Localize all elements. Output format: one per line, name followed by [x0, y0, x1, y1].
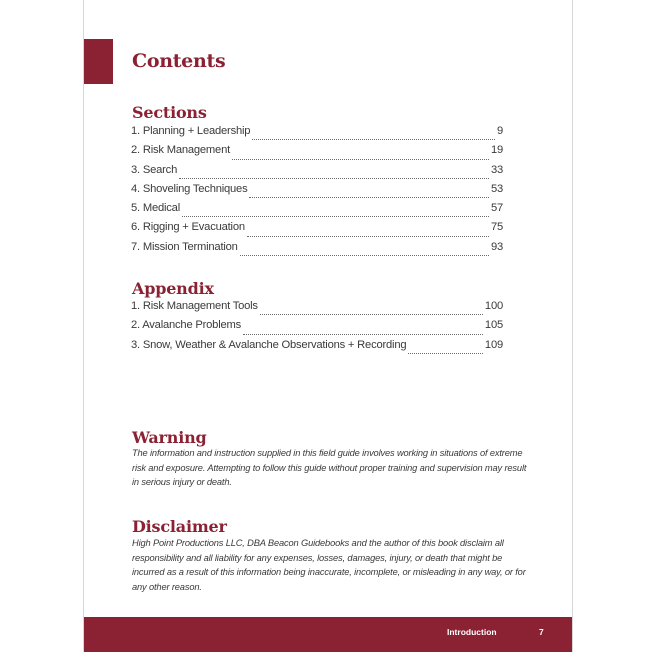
- disclaimer-text: High Point Productions LLC, DBA Beacon Guidebooks and the author of this book disclaim all responsibility and all liability for any expenses, losses, damages, injury, or death that might be incurred as a result of this information being inaccurate, incomplete, or misleading in any way, or for any other reason.: [132, 538, 526, 592]
- toc-entry-label: 5. Medical: [131, 202, 180, 215]
- toc-entry-page: 9: [496, 125, 503, 137]
- toc-entry-label: 7. Mission Termination: [131, 240, 238, 253]
- toc-entry-label: 2. Risk Management: [131, 144, 230, 157]
- toc-entry[interactable]: [131, 144, 503, 163]
- toc-entry[interactable]: [131, 319, 503, 338]
- toc-entry[interactable]: [131, 183, 503, 202]
- dot-leader: [249, 196, 488, 198]
- appendix-toc-list: [131, 300, 503, 358]
- toc-entry-label: 2. Avalanche Problems: [131, 319, 242, 332]
- toc-entry[interactable]: [131, 300, 503, 319]
- dot-leader: [260, 313, 483, 315]
- toc-entry-page: 75: [490, 221, 503, 234]
- footer-page-number: 7: [539, 627, 544, 637]
- toc-entry[interactable]: [131, 202, 503, 221]
- toc-entry-label: 6. Rigging + Evacuation: [131, 221, 245, 234]
- toc-entry-label: 1. Risk Management Tools: [131, 300, 258, 312]
- dot-leader: [179, 177, 489, 179]
- dot-leader: [252, 138, 495, 140]
- dot-leader: [408, 352, 483, 354]
- dot-leader: [232, 158, 489, 160]
- dot-leader: [243, 333, 483, 335]
- page-title: Contents: [132, 50, 226, 72]
- toc-entry[interactable]: [131, 164, 503, 183]
- toc-entry-page: 105: [484, 319, 503, 332]
- toc-entry-page: 53: [490, 182, 503, 195]
- dot-leader: [240, 254, 489, 256]
- toc-entry-page: 100: [484, 300, 503, 312]
- toc-entry-label: 3. Snow, Weather & Avalanche Observations + Recording: [131, 338, 407, 351]
- accent-tab: [84, 39, 113, 84]
- footer-bar: [84, 617, 572, 652]
- dot-leader: [247, 235, 489, 237]
- footer-section-name: Introduction: [447, 627, 497, 637]
- toc-entry-label: 4. Shoveling Techniques: [131, 182, 248, 195]
- warning-text: The information and instruction supplied in this field guide involves working in situations of extreme risk and exposure. Attempting to follow this guide without proper training and supervision may result in serious injury or death.: [132, 448, 527, 488]
- toc-entry[interactable]: [131, 125, 503, 144]
- dot-leader: [182, 215, 489, 217]
- toc-entry[interactable]: [131, 339, 503, 358]
- toc-entry-page: 93: [490, 240, 503, 253]
- toc-entry-label: 1. Planning + Leadership: [131, 125, 251, 137]
- toc-entry[interactable]: [131, 221, 503, 240]
- toc-entry-page: 33: [490, 163, 503, 176]
- warning-heading: Warning: [132, 428, 207, 447]
- sections-heading: Sections: [132, 103, 207, 122]
- toc-entry-page: 57: [490, 202, 503, 215]
- sections-toc-list: [131, 125, 503, 260]
- toc-entry[interactable]: [131, 241, 503, 260]
- appendix-heading: Appendix: [132, 279, 214, 298]
- disclaimer-heading: Disclaimer: [132, 517, 227, 536]
- toc-entry-page: 109: [484, 338, 503, 351]
- toc-entry-label: 3. Search: [131, 163, 178, 176]
- toc-entry-page: 19: [490, 144, 503, 157]
- document-page: [83, 0, 573, 652]
